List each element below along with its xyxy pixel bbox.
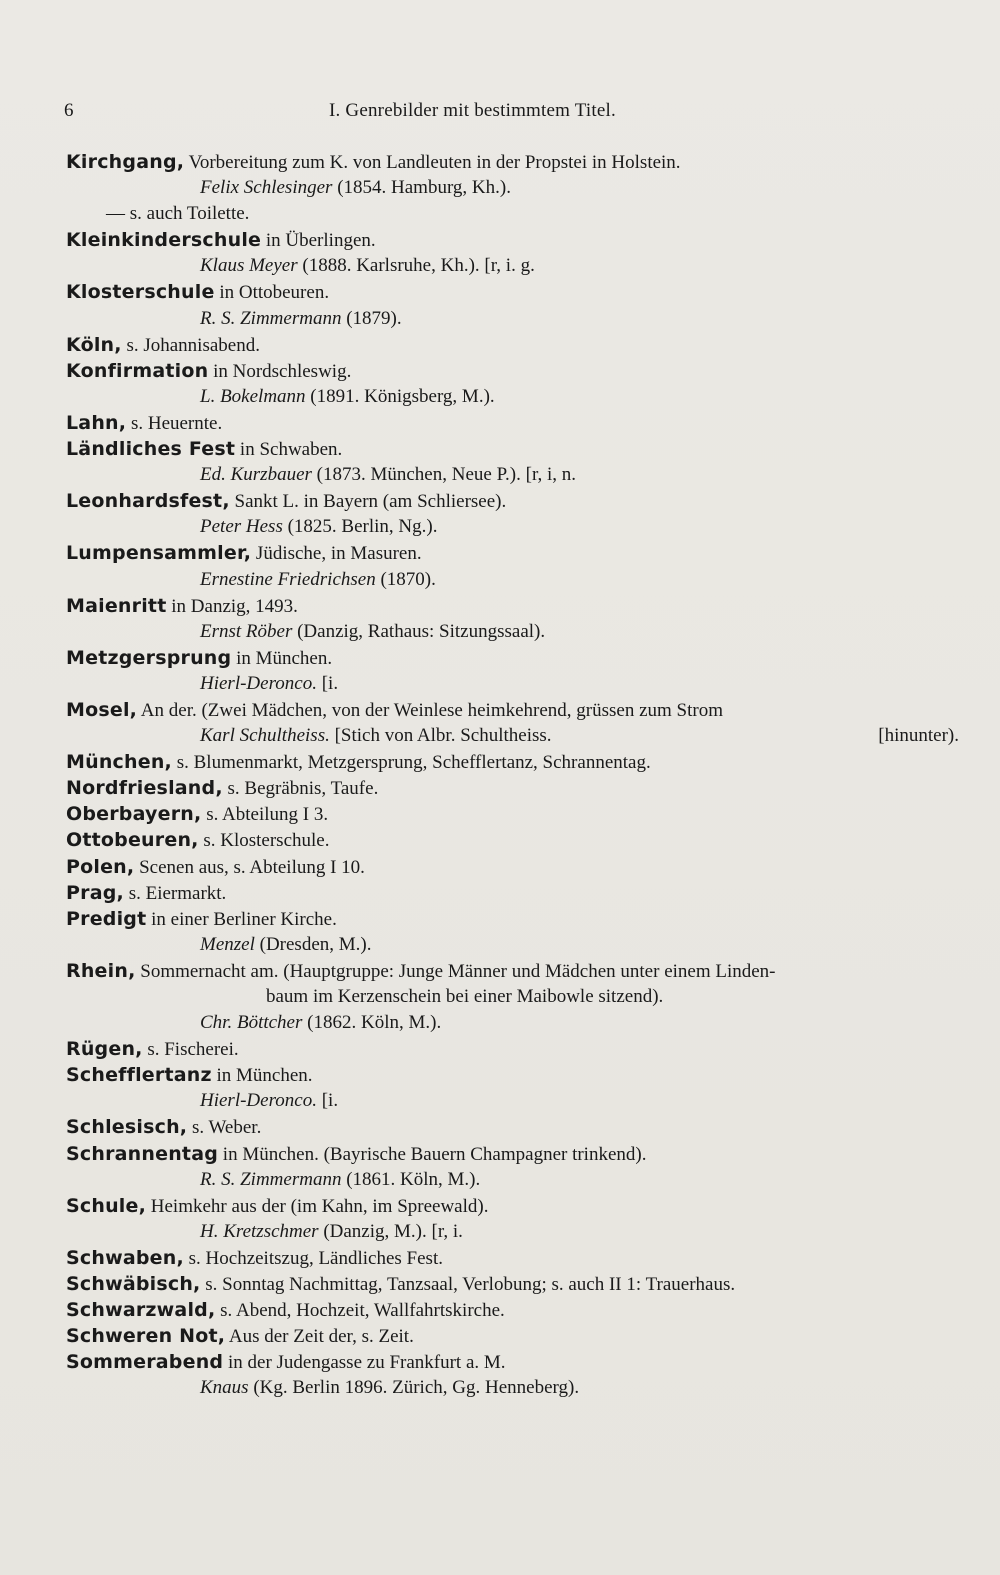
entry-heading: Rhein, (66, 959, 136, 982)
entry-text: s. Klosterschule. (198, 830, 330, 852)
entry-details: [i. (316, 672, 339, 694)
entry-text: s. Abteilung I 3. (201, 804, 329, 826)
entry-text: s. Johannisabend. (121, 334, 260, 356)
index-line (66, 1245, 961, 1271)
entry-heading: Schefflertanz (66, 1064, 212, 1087)
running-head (64, 100, 954, 130)
entry-text: in der Judengasse zu Frankfurt a. M. (223, 1352, 506, 1374)
running-title: I. Genrebilder mit bestimmtem Titel. (329, 100, 616, 121)
entry-details: (1888. Karlsruhe, Kh.). [r, i. g. (297, 255, 535, 277)
entry-heading: Polen, (66, 855, 135, 878)
index-line (66, 645, 961, 671)
entry-text: Aus der Zeit der, s. Zeit. (225, 1326, 414, 1348)
entry-details: (Kg. Berlin 1896. Zürich, Gg. Henneberg). (248, 1377, 580, 1399)
index-line (66, 984, 961, 1010)
entry-text: s. Heuernte. (126, 412, 223, 434)
index-line (66, 723, 961, 749)
entry-text: in Überlingen. (261, 230, 376, 252)
page-number: 6 (64, 100, 74, 121)
index-line (66, 175, 961, 201)
entry-text: in einer Berliner Kirche. (146, 908, 337, 930)
entry-details: (Dresden, M.). (254, 933, 372, 955)
index-line (66, 1297, 961, 1323)
entry-continuation: baum im Kerzenschein bei einer Maibowle sitzend). (266, 986, 664, 1007)
entry-text: Heimkehr aus der (im Kahn, im Spreewald). (146, 1195, 489, 1217)
entry-heading: Prag, (66, 881, 124, 904)
entry-heading: Metzgersprung (66, 646, 232, 669)
artist-name: R. S. Zimmermann (200, 307, 342, 329)
entry-heading: Ländliches Fest (66, 438, 236, 461)
index-line (66, 436, 961, 462)
entry-text: s. Fischerei. (142, 1039, 239, 1061)
index-line (66, 1036, 961, 1062)
index-line (66, 567, 961, 593)
artist-name: Ernst Röber (200, 620, 293, 642)
entry-heading: Nordfriesland, (66, 777, 223, 800)
index-line (66, 488, 961, 514)
entry-text: s. Abend, Hochzeit, Wallfahrtskirche. (215, 1300, 505, 1322)
artist-name: Knaus (200, 1377, 249, 1399)
entry-text: in Nordschleswig. (208, 360, 352, 382)
index-line (66, 958, 961, 984)
entry-heading: Lahn, (66, 411, 127, 434)
artist-name: Menzel (200, 933, 255, 955)
entry-text: in München. (Bayrische Bauern Champagner trinkend). (218, 1143, 647, 1165)
entry-details: (1870). (375, 568, 436, 590)
index-line (66, 619, 961, 645)
entry-heading: Leonhardsfest, (66, 490, 230, 513)
entry-details: (1854. Hamburg, Kh.). (332, 177, 511, 199)
entry-text: s. auch Toilette. (125, 203, 250, 225)
entry-details: (Danzig, M.). [r, i. (318, 1220, 463, 1242)
entry-heading: Sommerabend (66, 1351, 224, 1374)
entry-text: s. Begräbnis, Taufe. (222, 778, 379, 800)
entry-heading: Schwarzwald, (66, 1299, 216, 1322)
artist-name: R. S. Zimmermann (200, 1168, 342, 1190)
entry-heading: Predigt (66, 907, 147, 930)
index-line (66, 306, 961, 332)
index-line (66, 1219, 961, 1245)
index-line (66, 671, 961, 697)
ditto-dash: — (106, 203, 125, 225)
entry-heading: Konfirmation (66, 359, 209, 382)
entry-text: s. Hochzeitszug, Ländliches Fest. (183, 1247, 443, 1269)
index-line (66, 1349, 961, 1375)
artist-name: L. Bokelmann (200, 385, 306, 407)
index-line (66, 749, 961, 775)
index-line (66, 1375, 961, 1401)
index-line (66, 1062, 961, 1088)
index-line (66, 775, 961, 801)
artist-name: Chr. Böttcher (200, 1012, 303, 1034)
index-line (66, 1088, 961, 1114)
entry-heading: Schule, (66, 1194, 147, 1217)
entry-text: Jüdische, in Masuren. (251, 543, 422, 565)
entry-heading: Maienritt (66, 594, 167, 617)
entry-text: Scenen aus, s. Abteilung I 10. (134, 856, 365, 878)
entry-heading: Oberbayern, (66, 803, 202, 826)
index-line (66, 1193, 961, 1219)
artist-name: Ernestine Friedrichsen (200, 568, 376, 590)
entry-heading: Kleinkinderschule (66, 229, 262, 252)
index-line (66, 1323, 961, 1349)
artist-name: Hierl-Deronco. (200, 1090, 317, 1112)
entry-heading: Mosel, (66, 698, 138, 721)
entry-text: An der. (Zwei Mädchen, von der Weinlese heimkehrend, grüssen zum Strom (137, 699, 724, 721)
entry-details: [Stich von Albr. Schultheiss. (329, 725, 552, 747)
index-line (66, 1271, 961, 1297)
index-line (66, 253, 961, 279)
entry-details: (1891. Königsberg, M.). (305, 385, 495, 407)
index-line (66, 1010, 961, 1036)
index-line (66, 827, 961, 853)
index-line (66, 854, 961, 880)
index-line (66, 880, 961, 906)
entry-details: [i. (316, 1090, 339, 1112)
index-line (66, 593, 961, 619)
entry-text: in München. (231, 647, 333, 669)
index-entries (66, 149, 961, 1402)
entry-text: s. Weber. (187, 1117, 262, 1139)
artist-name: H. Kretzschmer (200, 1220, 319, 1242)
index-line (66, 462, 961, 488)
continuation-note: [hinunter). (878, 725, 959, 747)
entry-text: Sommernacht am. (Hauptgruppe: Junge Männer und Mädchen unter einem Linden- (135, 960, 776, 982)
artist-name: Hierl-Deronco. (200, 672, 317, 694)
artist-name: Ed. Kurzbauer (200, 464, 312, 486)
entry-heading: Lumpensammler, (66, 542, 252, 565)
entry-text: s. Eiermarkt. (123, 882, 227, 904)
entry-heading: Köln, (66, 333, 122, 356)
index-line (66, 227, 961, 253)
index-line (66, 906, 961, 932)
artist-name: Felix Schlesinger (200, 177, 333, 199)
entry-details: (1873. München, Neue P.). [r, i, n. (311, 464, 577, 486)
artist-name: Peter Hess (200, 516, 283, 538)
index-line (66, 932, 961, 958)
index-line (66, 540, 961, 566)
entry-heading: Rügen, (66, 1038, 143, 1061)
entry-heading: München, (66, 751, 172, 774)
entry-details: (1862. Köln, M.). (302, 1012, 442, 1034)
index-line (66, 801, 961, 827)
index-line (66, 697, 961, 723)
entry-details: (1879). (341, 307, 402, 329)
entry-heading: Schrannentag (66, 1142, 219, 1165)
entry-heading: Kirchgang, (66, 151, 185, 173)
artist-name: Klaus Meyer (200, 255, 298, 277)
index-line (66, 1114, 961, 1140)
entry-details: (1825. Berlin, Ng.). (282, 516, 438, 538)
entry-details: (Danzig, Rathaus: Sitzungssaal). (292, 620, 546, 642)
index-line (66, 1141, 961, 1167)
entry-details: (1861. Köln, M.). (341, 1168, 481, 1190)
index-line (66, 332, 961, 358)
entry-text: Sankt L. in Bayern (am Schliersee). (229, 491, 507, 513)
index-line (66, 279, 961, 305)
entry-heading: Schwaben, (66, 1246, 184, 1269)
entry-heading: Klosterschule (66, 281, 215, 304)
entry-heading: Ottobeuren, (66, 829, 199, 852)
index-line (66, 1167, 961, 1193)
index-line (66, 149, 961, 175)
index-line (66, 410, 961, 436)
index-line (66, 358, 961, 384)
entry-text: Vorbereitung zum K. von Landleuten in der Propstei in Holstein. (184, 152, 681, 173)
entry-text: in Ottobeuren. (214, 282, 330, 304)
entry-text: in Danzig, 1493. (166, 595, 298, 617)
index-line (66, 384, 961, 410)
entry-heading: Schwäbisch, (66, 1273, 201, 1296)
entry-text: s. Blumenmarkt, Metzgersprung, Schefflertanz, Schrannentag. (171, 752, 651, 774)
index-line (66, 201, 961, 227)
entry-heading: Schlesisch, (66, 1116, 188, 1139)
artist-name: Karl Schultheiss. (200, 725, 330, 747)
entry-heading: Schweren Not, (66, 1325, 226, 1348)
index-line (66, 514, 961, 540)
entry-text: s. Sonntag Nachmittag, Tanzsaal, Verlobung; s. auch II 1: Trauerhaus. (200, 1274, 736, 1296)
entry-text: in Schwaben. (235, 439, 343, 461)
entry-text: in München. (211, 1065, 313, 1087)
